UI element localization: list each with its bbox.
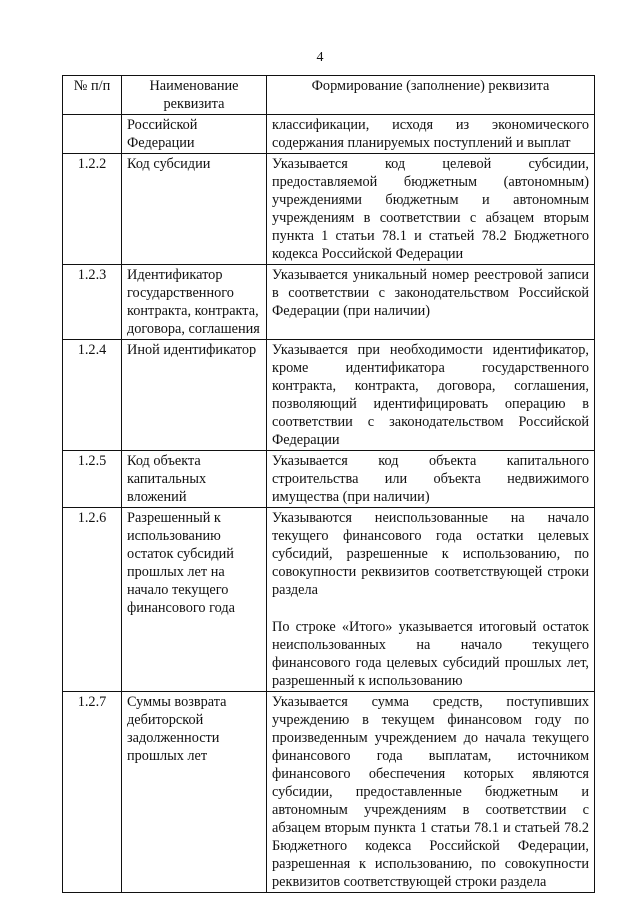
requisite-name: Иной идентификатор (122, 340, 267, 451)
filling-paragraph: Указывается код целевой субсидии, предоставляемой бюджетным (автономным) учреждениями бюджетным и автономным учреждениям в соответствии с абзацем вторым пункта 1 статьи 78.1 и статьей 78.2 Бюджетного кодекса Российской Федерации (272, 156, 589, 262)
filling-paragraph: Указывается сумма средств, поступивших учреждению в текущем финансовом году по произведенным учреждением до начала текущего финансового года выплатам, источником финансового обеспечения которых являются субсидии, предоставленные бюджетным и автономным учреждениям в соответствии с абзацем вторым пункта 1 статьи 78.1 и статьей 78.2 Бюджетного кодекса Российской Федерации, разрешенная к использованию, по совокупности реквизитов соответствующей строки раздела (272, 694, 589, 890)
requisite-filling (267, 451, 595, 508)
requisite-name: Разрешенный к использованию остаток субсидий прошлых лет на начало текущего финансового года (122, 508, 267, 692)
table-row (63, 692, 595, 893)
table-row (63, 115, 595, 154)
table-body (63, 115, 595, 893)
requisite-name: Суммы возврата дебиторской задолженности прошлых лет (122, 692, 267, 893)
requisite-name: Код объекта капитальных вложений (122, 451, 267, 508)
filling-paragraph: классификации, исходя из экономического содержания планируемых поступлений и выплат (272, 117, 589, 151)
row-number: 1.2.4 (63, 340, 122, 451)
table-row (63, 340, 595, 451)
page-number: 4 (316, 50, 324, 65)
requisites-table (62, 75, 595, 893)
filling-paragraph: По строке «Итого» указывается итоговый остаток неиспользованных на начало текущего финансового года целевых субсидий прошлых лет, разрешенный к использованию (272, 619, 589, 689)
requisite-filling (267, 265, 595, 340)
header-requisite-filling: Формирование (заполнение) реквизита (267, 76, 595, 115)
row-number: 1.2.3 (63, 265, 122, 340)
row-number: 1.2.6 (63, 508, 122, 692)
table-header-row (63, 76, 595, 115)
requisite-filling (267, 692, 595, 893)
filling-paragraph: Указываются неиспользованные на начало текущего финансового года остатки целевых субсидий, разрешенные к использованию, по совокупности реквизитов соответствующей строки раздела (272, 510, 589, 598)
filling-paragraph: Указывается уникальный номер реестровой записи в соответствии с законодательством Российской Федерации (при наличии) (272, 267, 589, 319)
table-row (63, 154, 595, 265)
requisite-filling (267, 154, 595, 265)
table-row (63, 451, 595, 508)
header-requisite-name: Наименование реквизита (122, 76, 267, 115)
row-number: 1.2.5 (63, 451, 122, 508)
requisite-name: Код субсидии (122, 154, 267, 265)
table-row (63, 265, 595, 340)
row-number: 1.2.2 (63, 154, 122, 265)
row-number: 1.2.7 (63, 692, 122, 893)
table-row (63, 508, 595, 692)
filling-paragraph: Указывается при необходимости идентификатор, кроме идентификатора государственного контракта, контракта, договора, соглашения, позволяющий идентифицировать операцию в соответствии с законодательством Российской Федерации (272, 342, 589, 448)
requisite-filling (267, 508, 595, 692)
requisite-filling (267, 115, 595, 154)
row-number (63, 115, 122, 154)
header-number: № п/п (63, 76, 122, 115)
requisite-name: Идентификатор государственного контракта, контракта, договора, соглашения (122, 265, 267, 340)
filling-paragraph: Указывается код объекта капитального строительства или объекта недвижимого имущества (при наличии) (272, 453, 589, 505)
requisite-filling (267, 340, 595, 451)
requisite-name: Российской Федерации (122, 115, 267, 154)
